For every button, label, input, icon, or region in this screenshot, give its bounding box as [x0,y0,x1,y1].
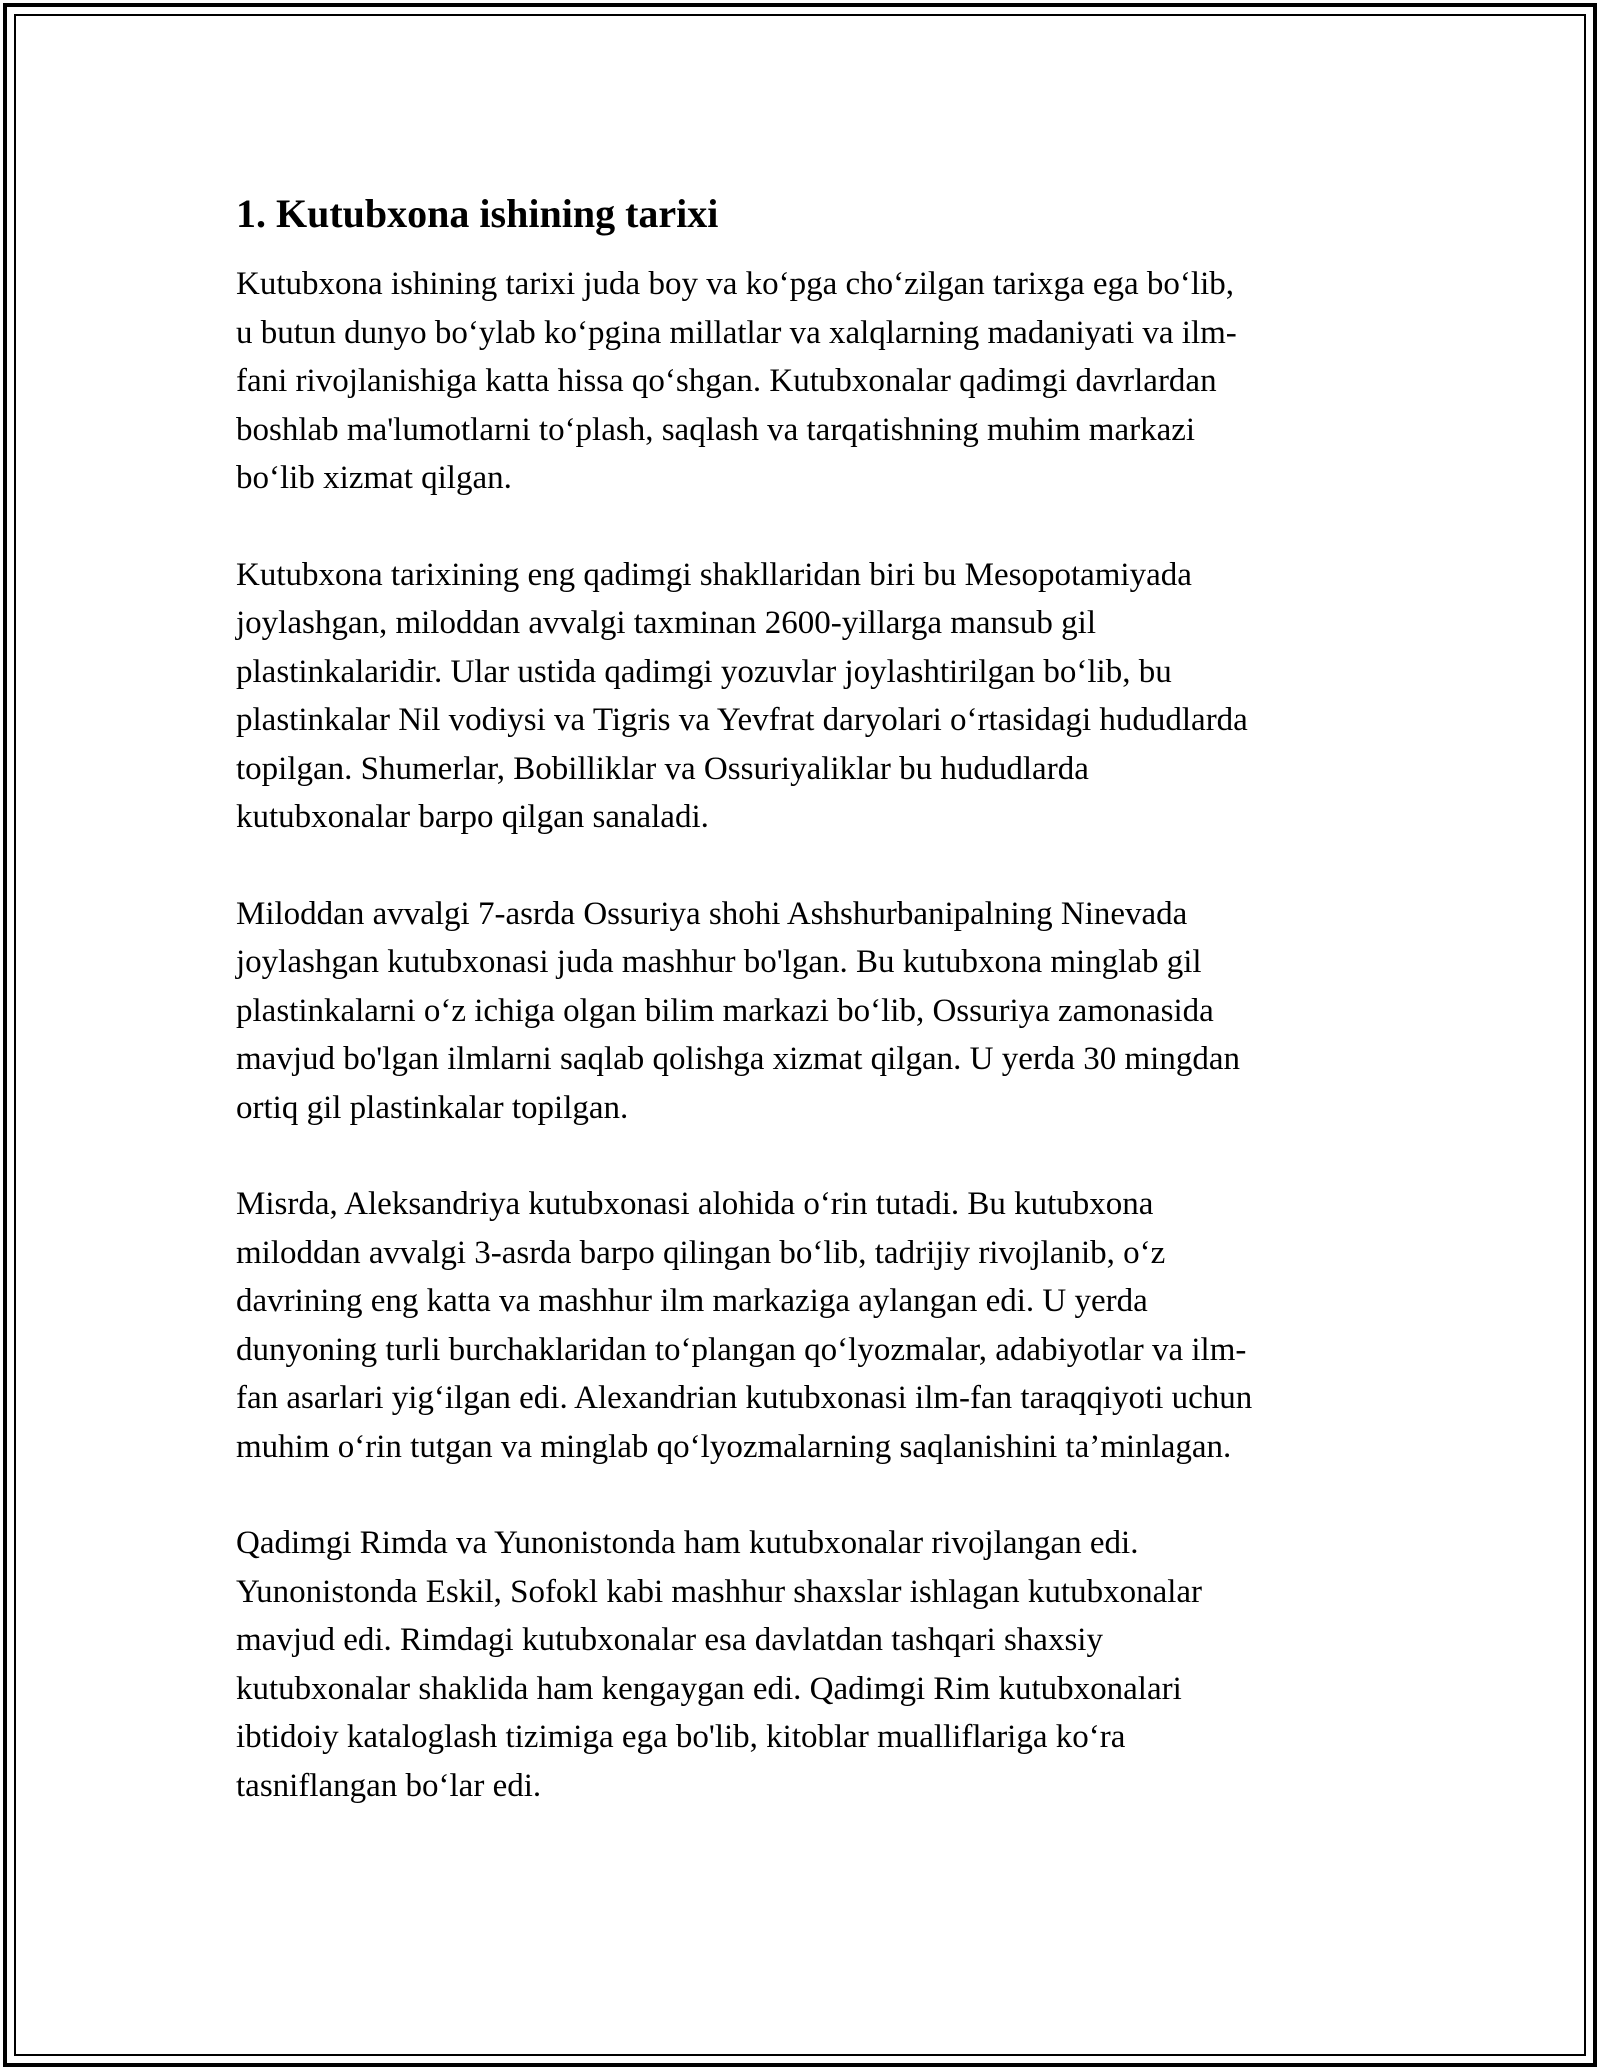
document-body [236,186,1376,1810]
paragraph-4: Misrda, Aleksandriya kutubxonasi alohida o‘rin tutadi. Bu kutubxona miloddan avvalgi 3-asrda barpo qilingan bo‘lib, tadrijiy rivojlanib, o‘z davrining eng katta va mashhur ilm markaziga aylangan edi. U yerda dunyoning turli burchaklaridan to‘plangan qo‘lyozmalar, adabiyotlar va ilm- fan asarlari yig‘ilgan edi. Alexandrian kutubxonasi ilm-fan taraqqiyoti uchun muhim o‘rin tutgan va minglab qo‘lyozmalarning saqlanishini ta’minlagan. [236,1186,1253,1465]
paragraph-2: Kutubxona tarixining eng qadimgi shakllaridan biri bu Mesopotamiyada joylashgan, miloddan avvalgi taxminan 2600-yillarga mansub gil plastinkalaridir. Ular ustida qadimgi yozuvlar joylashtirilgan bo‘lib, bu plastinkalar Nil vodiysi va Tigris va Yevfrat daryolari o‘rtasidagi hududlarda topilgan. Shumerlar, Bobilliklar va Ossuriyaliklar bu hududlarda kutubxonalar barpo qilgan sanaladi. [236,556,1248,835]
paragraph-3: Miloddan avvalgi 7-asrda Ossuriya shohi Ashshurbanipalning Ninevada joylashgan kutubxonasi juda mashhur bo'lgan. Bu kutubxona minglab gil plastinkalarni o‘z ichiga olgan bilim markazi bo‘lib, Ossuriya zamonasida mavjud bo'lgan ilmlarni saqlab qolishga xizmat qilgan. U yerda 30 mingdan ortiq gil plastinkalar topilgan. [236,895,1240,1126]
paragraph-5: Qadimgi Rimda va Yunonistonda ham kutubxonalar rivojlangan edi. Yunonistonda Eskil, Sofokl kabi mashhur shaxslar ishlagan kutubxonalar mavjud edi. Rimdagi kutubxonalar esa davlatdan tashqari shaxsiy kutubxonalar shaklida ham kengaygan edi. Qadimgi Rim kutubxonalari ibtidoiy kataloglash tizimiga ega bo'lib, kitoblar mualliflariga ko‘ra tasniflangan bo‘lar edi. [236,1525,1203,1804]
paragraph-1: Kutubxona ishining tarixi juda boy va ko‘pga cho‘zilgan tarixga ega bo‘lib, u butun dunyo bo‘ylab ko‘pgina millatlar va xalqlarning madaniyati va ilm- fani rivojlanishiga katta hissa qo‘shgan. Kutubxonalar qadimgi davrlardan boshlab ma'lumotlarni to‘plash, saqlash va tarqatishning muhim markazi bo‘lib xizmat qilgan. [236,266,1237,496]
section-heading: 1. Kutubxona ishining tarixi [236,191,719,236]
